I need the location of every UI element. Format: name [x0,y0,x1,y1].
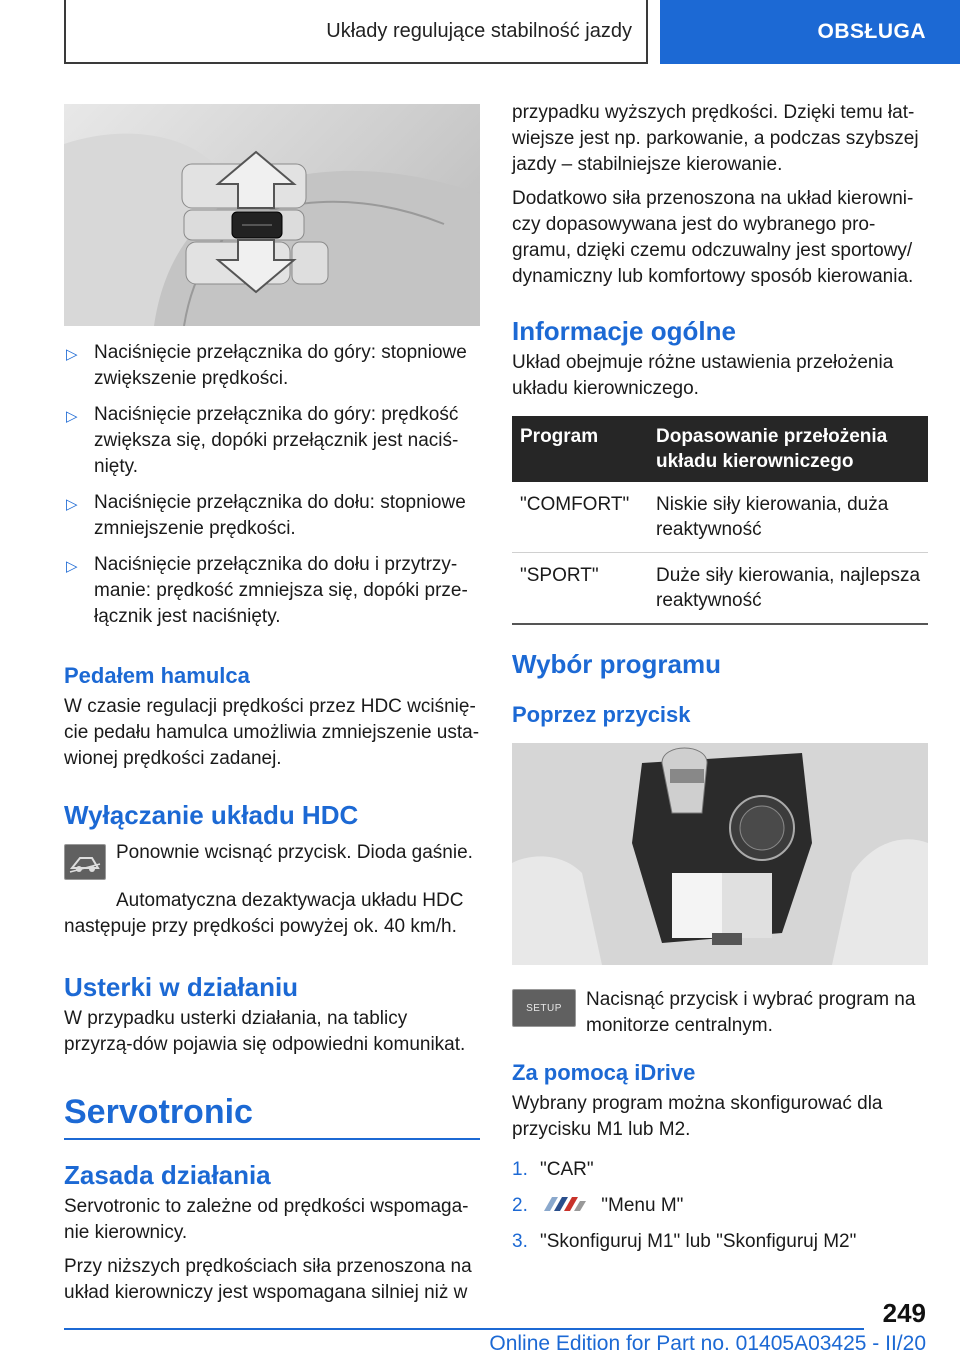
hdc-off-heading: Wyłączanie układu HDC [64,800,359,830]
step-text: "Menu M" [601,1195,684,1217]
idrive-heading: Za pomocą iDrive [512,1060,696,1085]
table-row [512,553,928,625]
center-console-image [512,743,928,965]
principle-text-2: Przy niższych prędkościach siła przenoszona na układ kierowniczy jest wspomagana silniej niż w [64,1256,472,1303]
triangle-bullet-icon: ▷ [66,558,78,575]
step-number: 3. [512,1231,528,1253]
table-header-row [512,416,928,482]
brake-pedal-text: W czasie regulacji prędkości przez HDC wciśnię-cie pedału hamulca umożliwia zmniejszenie usta-wionej prędkości zadanej. [64,696,480,769]
via-button-heading: Poprzez przycisk [512,702,691,727]
center-console-illustration [512,743,928,965]
list-item: ▷ Naciśnięcie przełącznika do góry: stopniowe zwiększenie prędkości. [66,342,467,389]
servotronic-heading: Servotronic [64,1093,253,1131]
step-number: 2. [512,1195,528,1216]
switch-bullet-list [64,340,480,630]
idrive-text: Wybrany program można skonfigurować dla przycisku M1 lub M2. [512,1093,883,1140]
list-item [512,1229,928,1255]
section-title: Układy regulujące stabilność jazdy [326,19,632,42]
list-item [512,1193,928,1219]
footer-edition-text[interactable]: Online Edition for Part no. 01405A03425 - II/20 [489,1332,926,1355]
table-row [512,482,928,553]
principle-text-1: Servotronic to zależne od prędkości wspomaga-nie kierownicy. [64,1196,469,1243]
list-item: ▷ Naciśnięcie przełącznika do dołu: stopniowe zmniejszenie prędkości. [66,492,466,539]
faults-text: W przypadku usterki działania, na tablicy przyrzą-dów pojawia się odpowiedni komunikat. [64,1008,466,1055]
general-info-text: Układ obejmuje różne ustawienia przełożenia układu kierowniczego. [512,352,894,399]
header-section-title [64,0,648,64]
chapter-label: OBSŁUGA [817,20,926,43]
hdc-button-row [64,840,480,880]
table-header-adjustment: Dopasowanie przełożenia układu kierowniczego [648,416,928,482]
brake-pedal-heading: Pedałem hamulca [64,663,250,688]
triangle-bullet-icon: ▷ [66,408,78,425]
table-cell-program: "SPORT" [512,553,648,625]
program-select-heading: Wybór programu [512,649,721,679]
idrive-steps-list [512,1157,928,1255]
faults-heading: Usterki w działaniu [64,972,299,1002]
table-cell-adjustment: Duże siły kierowania, najlepsza reaktywność [648,553,928,625]
hdc-off-icon-text: Ponownie wcisnąć przycisk. Dioda gaśnie. [116,842,473,863]
header-chapter-tab[interactable] [660,0,960,64]
steering-program-table [512,416,928,625]
page-number: 249 [882,1298,926,1328]
right-column [512,100,928,1265]
list-item: ▷ Naciśnięcie przełącznika do dołu i przytrzy-manie: prędkość zmniejsza się, dopóki prze-łącznik jest naciśnięty. [66,554,468,627]
step-number: 1. [512,1159,528,1180]
list-item [512,1157,928,1183]
principle-heading: Zasada działania [64,1160,271,1190]
setup-text: Nacisnąć przycisk i wybrać program na monitorze centralnym. [586,989,916,1036]
footer-divider [64,1328,864,1330]
continued-text-2: Dodatkowo siła przenoszona na układ kierowni-czy dopasowywana jest do wybranego pro-gramu, dzięki czemu odczuwalny jest sportowy/ dynamiczny lub komfortowy sposób kierowania. [512,188,914,287]
triangle-bullet-icon: ▷ [66,346,78,363]
triangle-bullet-icon: ▷ [66,496,78,513]
setup-button-row [512,987,928,1039]
setup-button-label: SETUP [526,1002,562,1014]
table-cell-program: "COMFORT" [512,482,648,553]
continued-text-1: przypadku wyższych prędkości. Dzięki temu łat-wiejsze jest np. parkowanie, a podczas szybszej jazdy – stabilniejsze kierowanie. [512,102,919,175]
m-logo-icon [540,1193,588,1219]
table-header-program: Program [512,416,648,482]
steering-wheel-switch-illustration [64,104,480,326]
setup-button-icon[interactable] [512,989,576,1027]
general-info-heading: Informacje ogólne [512,316,736,346]
hdc-auto-off-text: Automatyczna dezaktywacja układu HDC następuje przy prędkości powyżej ok. 40 km/h. [64,890,464,937]
step-text: "CAR" [540,1159,594,1180]
table-cell-adjustment: Niskie siły kierowania, duża reaktywność [648,482,928,553]
step-text: "Skonfiguruj M1" lub "Skonfiguruj M2" [540,1231,857,1253]
list-item: ▷ Naciśnięcie przełącznika do góry: prędkość zwiększa się, dopóki przełącznik jest naciś-nięty. [66,404,459,477]
hdc-button-icon [64,844,106,880]
steering-wheel-switch-image [64,104,480,326]
left-column [64,104,480,1314]
